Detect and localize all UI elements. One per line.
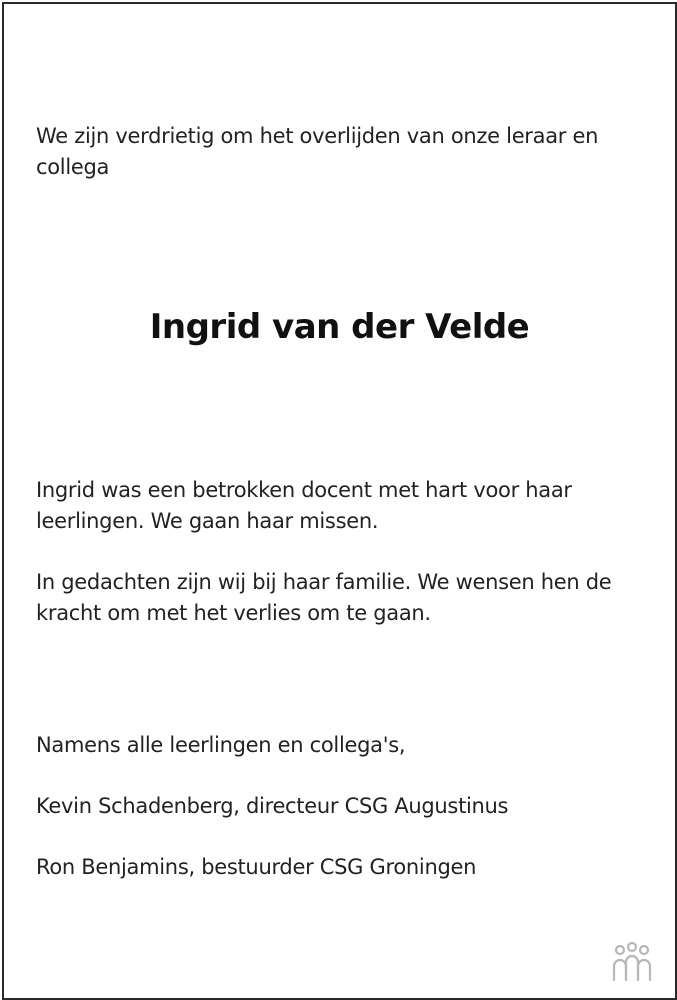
signatory-board: Ron Benjamins, bestuurder CSG Groningen [36,855,477,879]
condolence-paragraph: In gedachten zijn wij bij haar familie. We wensen hen de kracht om met het verlies om te gaan. [36,570,612,625]
signatory-director: Kevin Schadenberg, directeur CSG Augustinus [36,794,509,818]
people-group-icon [607,942,657,982]
notice-frame [2,2,677,1000]
tribute-paragraph: Ingrid was een betrokken docent met hart voor haar leerlingen. We gaan haar missen. [36,478,572,533]
deceased-name: Ingrid van der Velde [149,307,530,347]
intro-text: We zijn verdrietig om het overlijden van onze leraar en collega [36,124,599,179]
on-behalf-text: Namens alle leerlingen en collega's, [36,733,406,757]
